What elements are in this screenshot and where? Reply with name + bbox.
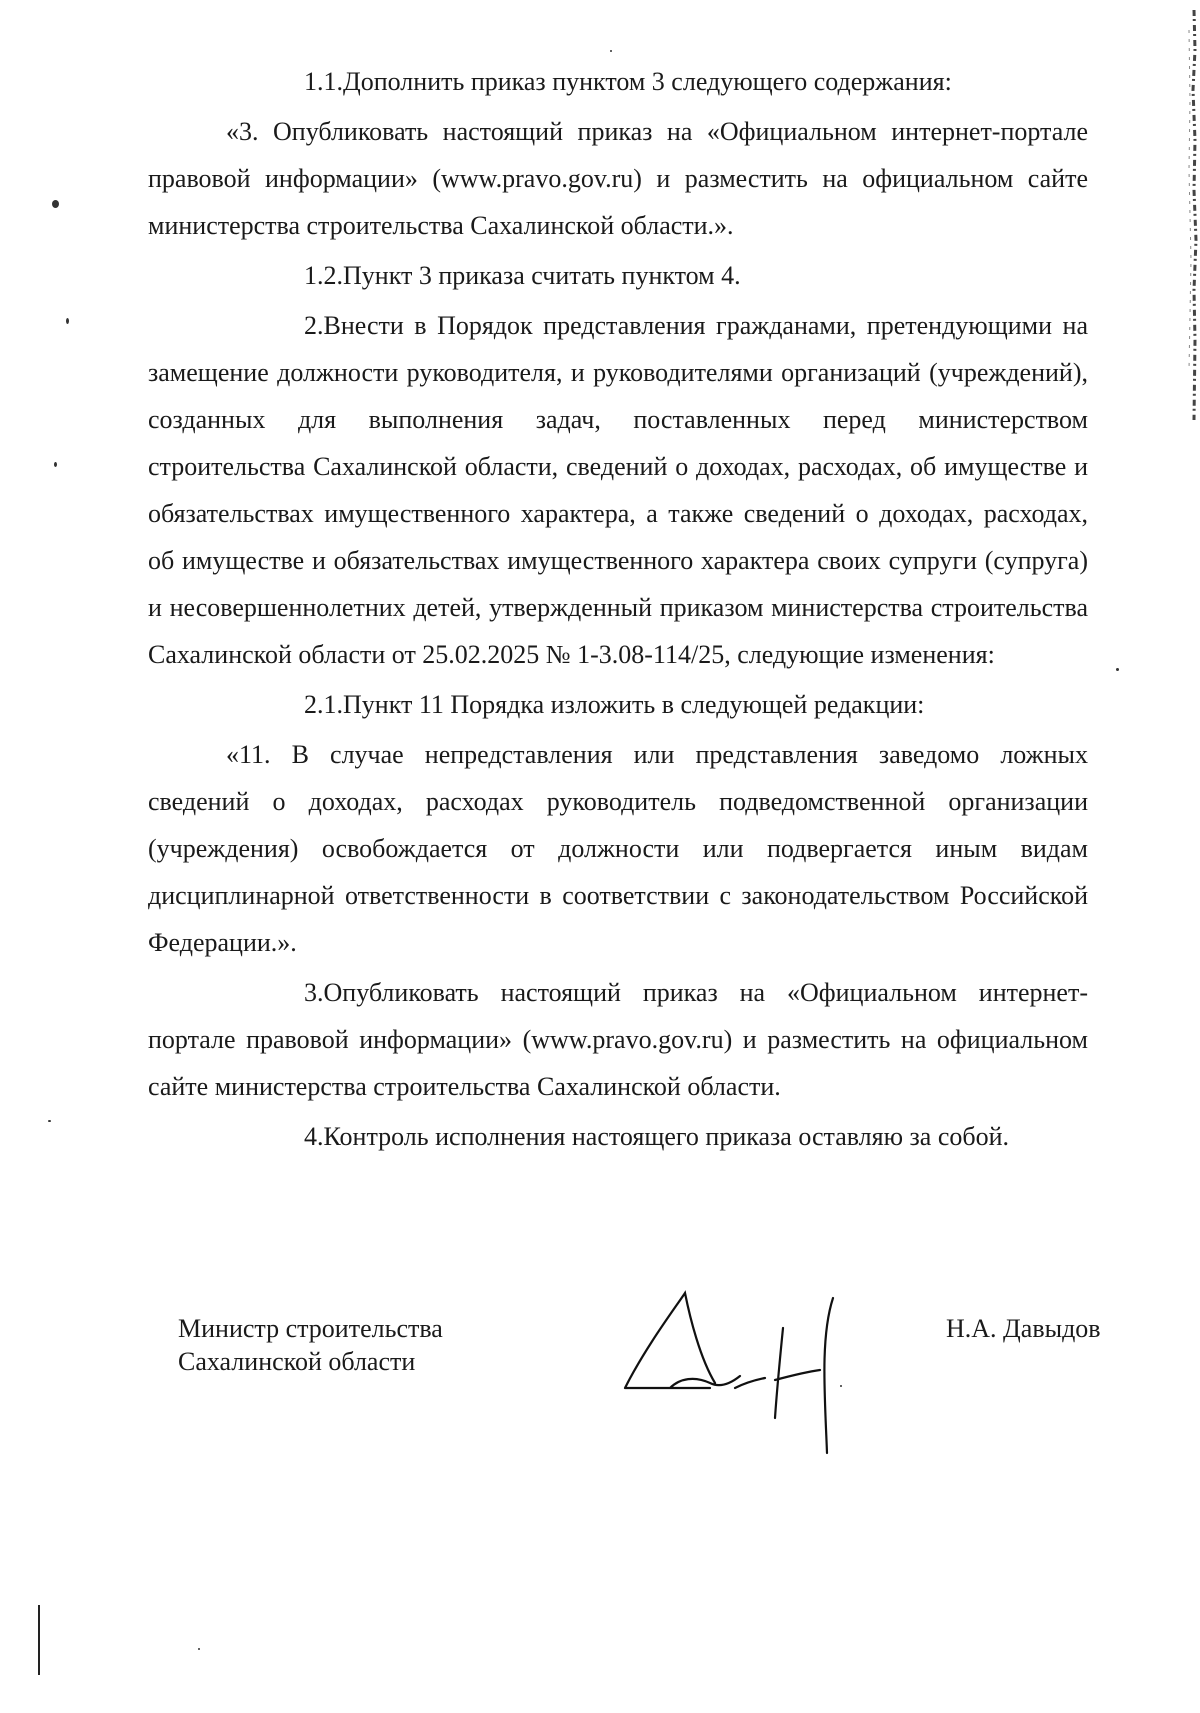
paragraph-1-2 [148,252,1088,299]
scan-speck [610,50,612,52]
paragraph-3 [148,969,1088,1110]
paragraph-quote-11 [148,731,1088,966]
handwritten-signature [615,1288,895,1458]
scan-speck [48,1120,51,1122]
position-line-1: Министр строительства [178,1314,443,1343]
scan-speck [1116,668,1119,671]
signatory-position [178,1312,443,1378]
paragraph-text: Дополнить приказ пунктом 3 следующего содержания: [343,67,952,96]
position-line-2: Сахалинской области [178,1347,416,1376]
scan-speck [54,462,57,467]
scan-speck [52,200,59,208]
paragraph-text: Пункт 3 приказа считать пунктом 4. [343,261,741,290]
scan-margin-mark [38,1605,40,1675]
document-body [148,58,1088,1163]
paragraph-number: 2.1. [304,690,343,719]
paragraph-number: 1.1. [304,67,343,96]
scan-edge-noise [1186,10,1200,420]
paragraph-number: 3. [304,978,324,1007]
paragraph-text: Контроль исполнения настоящего приказа оставляю за собой. [323,1122,1010,1151]
scan-speck [840,1385,842,1387]
paragraph-number: 2. [304,311,324,340]
paragraph-number: 1.2. [304,261,343,290]
paragraph-2-1 [148,681,1088,728]
paragraph-text: «11. В случае непредставления или представления заведомо ложных сведений о доходах, расходах руководитель подведомственной организации (учреждения) освобождается от должности или подвергается иным видам дисциплинарной ответственности в соответствии с законодательством Российской Федерации.». [148,740,1088,957]
scan-speck [66,318,69,324]
paragraph-1-1 [148,58,1088,105]
paragraph-text: Опубликовать настоящий приказ на «Официальном интернет-портале правовой информации» (www.pravo.gov.ru) и разместить на официальном сайте министерства строительства Сахалинской области. [148,978,1088,1101]
paragraph-text: Внести в Порядок представления гражданами, претендующими на замещение должности руководителя, и руководителями организаций (учреждений), созданных для выполнения задач, поставленных перед министерством строительства Сахалинской области, сведений о доходах, расходах, об имуществе и обязательствах имущественного характера, а также сведений о доходах, расходах, об имуществе и обязательствах имущественного характера своих супруги (супруга) и несовершеннолетних детей, утвержденный приказом министерства строительства Сахалинской области от 25.02.2025 № 1-3.08-114/25, следующие изменения: [148,311,1088,669]
paragraph-2 [148,302,1088,678]
paragraph-text: «3. Опубликовать настоящий приказ на «Официальном интернет-портале правовой информации» (www.pravo.gov.ru) и разместить на официальном сайте министерства строительства Сахалинской области.». [148,117,1088,240]
paragraph-number: 4. [304,1122,324,1151]
scan-speck [198,1648,200,1650]
paragraph-4 [148,1113,1088,1160]
paragraph-text: Пункт 11 Порядка изложить в следующей редакции: [343,690,925,719]
paragraph-quote-3 [148,108,1088,249]
signatory-name: Н.А. Давыдов [946,1314,1101,1343]
